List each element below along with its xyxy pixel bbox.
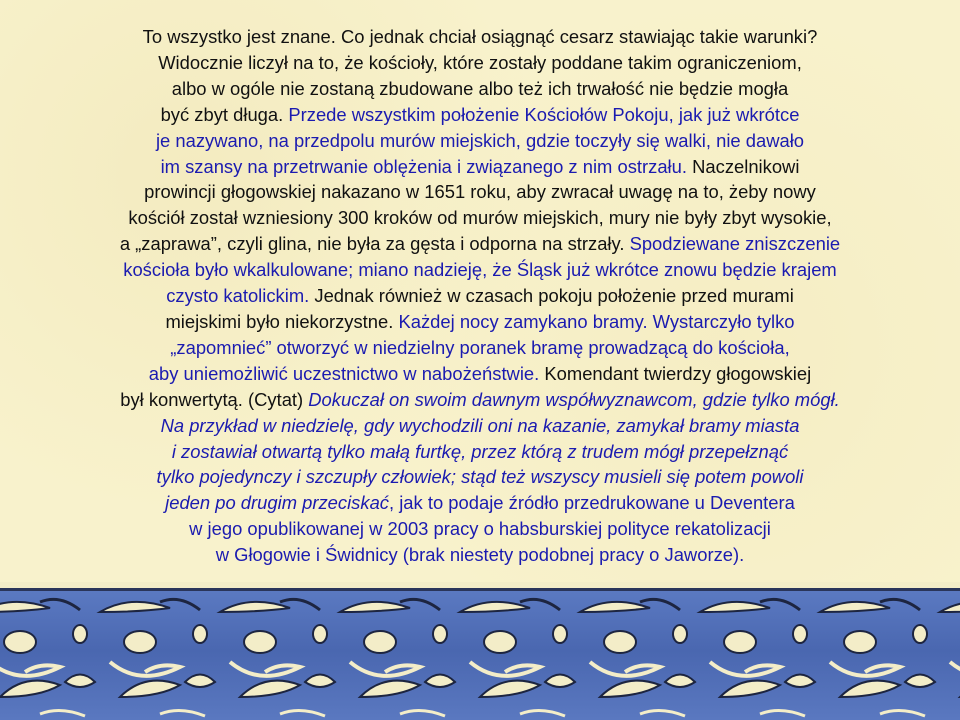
ornament-shape: [913, 625, 927, 643]
text-line: [40, 439, 920, 465]
text-line: [40, 50, 920, 76]
text-segment: To wszystko jest znane. Co jednak chciał osiągnąć cesarz stawiając takie warunki?: [142, 26, 818, 47]
text-line: [40, 516, 920, 542]
text-segment: Jednak również w czasach pokoju położenie przed murami: [314, 285, 794, 307]
text-segment: był konwertytą. (Cytat): [120, 388, 309, 410]
text-line: [40, 179, 920, 205]
text-segment: „zapomnieć” otworzyć w niedzielny poranek bramę prowadzącą do kościoła,: [170, 336, 790, 358]
ornament-pattern: [0, 582, 960, 720]
document-text: [40, 24, 920, 568]
text-segment: jeden po drugim przeciskać: [165, 492, 389, 514]
text-line: [40, 542, 920, 568]
text-line: [40, 283, 920, 309]
text-segment: kościoła było wkalkulowane; miano nadzieję, że Śląsk już wkrótce znowu będzie krajem: [123, 259, 837, 281]
ornament-shape: [313, 625, 327, 643]
ornament-shape: [484, 631, 516, 653]
text-segment: a „zaprawa”, czyli glina, nie była za gęsta i odporna na strzały.: [119, 233, 630, 255]
text-line: [40, 154, 920, 180]
text-line: [40, 309, 920, 335]
text-segment: Spodziewane zniszczenie: [629, 233, 841, 255]
text-segment: i zostawiał otwartą tylko małą furtkę, przez którą z trudem mógł przepełznąć: [171, 440, 789, 462]
ornament-shape: [724, 631, 756, 653]
text-line: [40, 205, 920, 231]
text-line: [40, 413, 920, 439]
text-segment: , jak to podaje źródło przedrukowane u Deventera: [389, 492, 795, 514]
text-line: [40, 102, 920, 128]
text-segment: Widocznie liczył na to, że kościoły, które zostały poddane takim ograniczeniom,: [158, 51, 802, 73]
text-segment: aby uniemożliwić uczestnictwo w nabożeństwie.: [148, 362, 545, 384]
text-line: [40, 128, 920, 154]
ornament-shape: [433, 625, 447, 643]
text-segment: Naczelnikowi: [692, 155, 800, 177]
ornament-shape: [124, 631, 156, 653]
text-line: [40, 257, 920, 283]
ornament-shape: [4, 631, 36, 653]
text-line: [40, 231, 920, 257]
text-line: [40, 361, 920, 387]
text-segment: Przede wszystkim położenie Kościołów Pokoju, jak już wkrótce: [288, 103, 800, 125]
text-segment: Dokuczał on swoim dawnym współwyznawcom, gdzie tylko mógł.: [308, 388, 840, 410]
ornament-shape: [604, 631, 636, 653]
text-segment: Komendant twierdzy głogowskiej: [544, 362, 812, 384]
text-segment: w Głogowie i Świdnicy (brak niestety podobnej pracy o Jaworze).: [215, 544, 745, 566]
ornament-shape: [673, 625, 687, 643]
text-segment: w jego opublikowanej w 2003 pracy o habsburskiej polityce rekatolizacji: [189, 518, 771, 540]
ornament-shape: [844, 631, 876, 653]
text-line: [40, 76, 920, 102]
ornament-shape: [793, 625, 807, 643]
text-line: [40, 464, 920, 490]
text-segment: miejskimi było niekorzystne.: [165, 310, 399, 332]
text-segment: być zbyt długa.: [160, 103, 289, 125]
text-line: [40, 387, 920, 413]
ornament-shape: [364, 631, 396, 653]
text-segment: Na przykład w niedzielę, gdy wychodzili oni na kazanie, zamykał bramy miasta: [160, 414, 800, 436]
text-segment: im szansy na przetrwanie oblężenia i związanego z nim ostrzału.: [160, 155, 693, 177]
text-segment: prowincji głogowskiej nakazano w 1651 roku, aby zwracał uwagę na to, żeby nowy: [144, 181, 816, 203]
text-segment: je nazywano, na przedpolu murów miejskich, gdzie toczyły się walki, nie dawało: [155, 129, 805, 151]
text-line: [40, 335, 920, 361]
text-segment: albo w ogóle nie zostaną zbudowane albo też ich trwałość nie będzie mogła: [171, 77, 789, 99]
ornament-shape: [73, 625, 87, 643]
text-line: [40, 490, 920, 516]
decorative-border: [0, 582, 960, 720]
ornament-shape: [244, 631, 276, 653]
text-line: [40, 24, 920, 50]
ornament-shape: [553, 625, 567, 643]
ornament-shape: [193, 625, 207, 643]
text-segment: tylko pojedynczy i szczupły człowiek; stąd też wszyscy musieli się potem powoli: [156, 466, 804, 488]
text-segment: kościół został wzniesiony 300 kroków od murów miejskich, mury nie były zbyt wysokie,: [128, 207, 832, 229]
text-segment: czysto katolickim.: [166, 285, 315, 307]
text-segment: Każdej nocy zamykano bramy. Wystarczyło tylko: [398, 310, 795, 332]
